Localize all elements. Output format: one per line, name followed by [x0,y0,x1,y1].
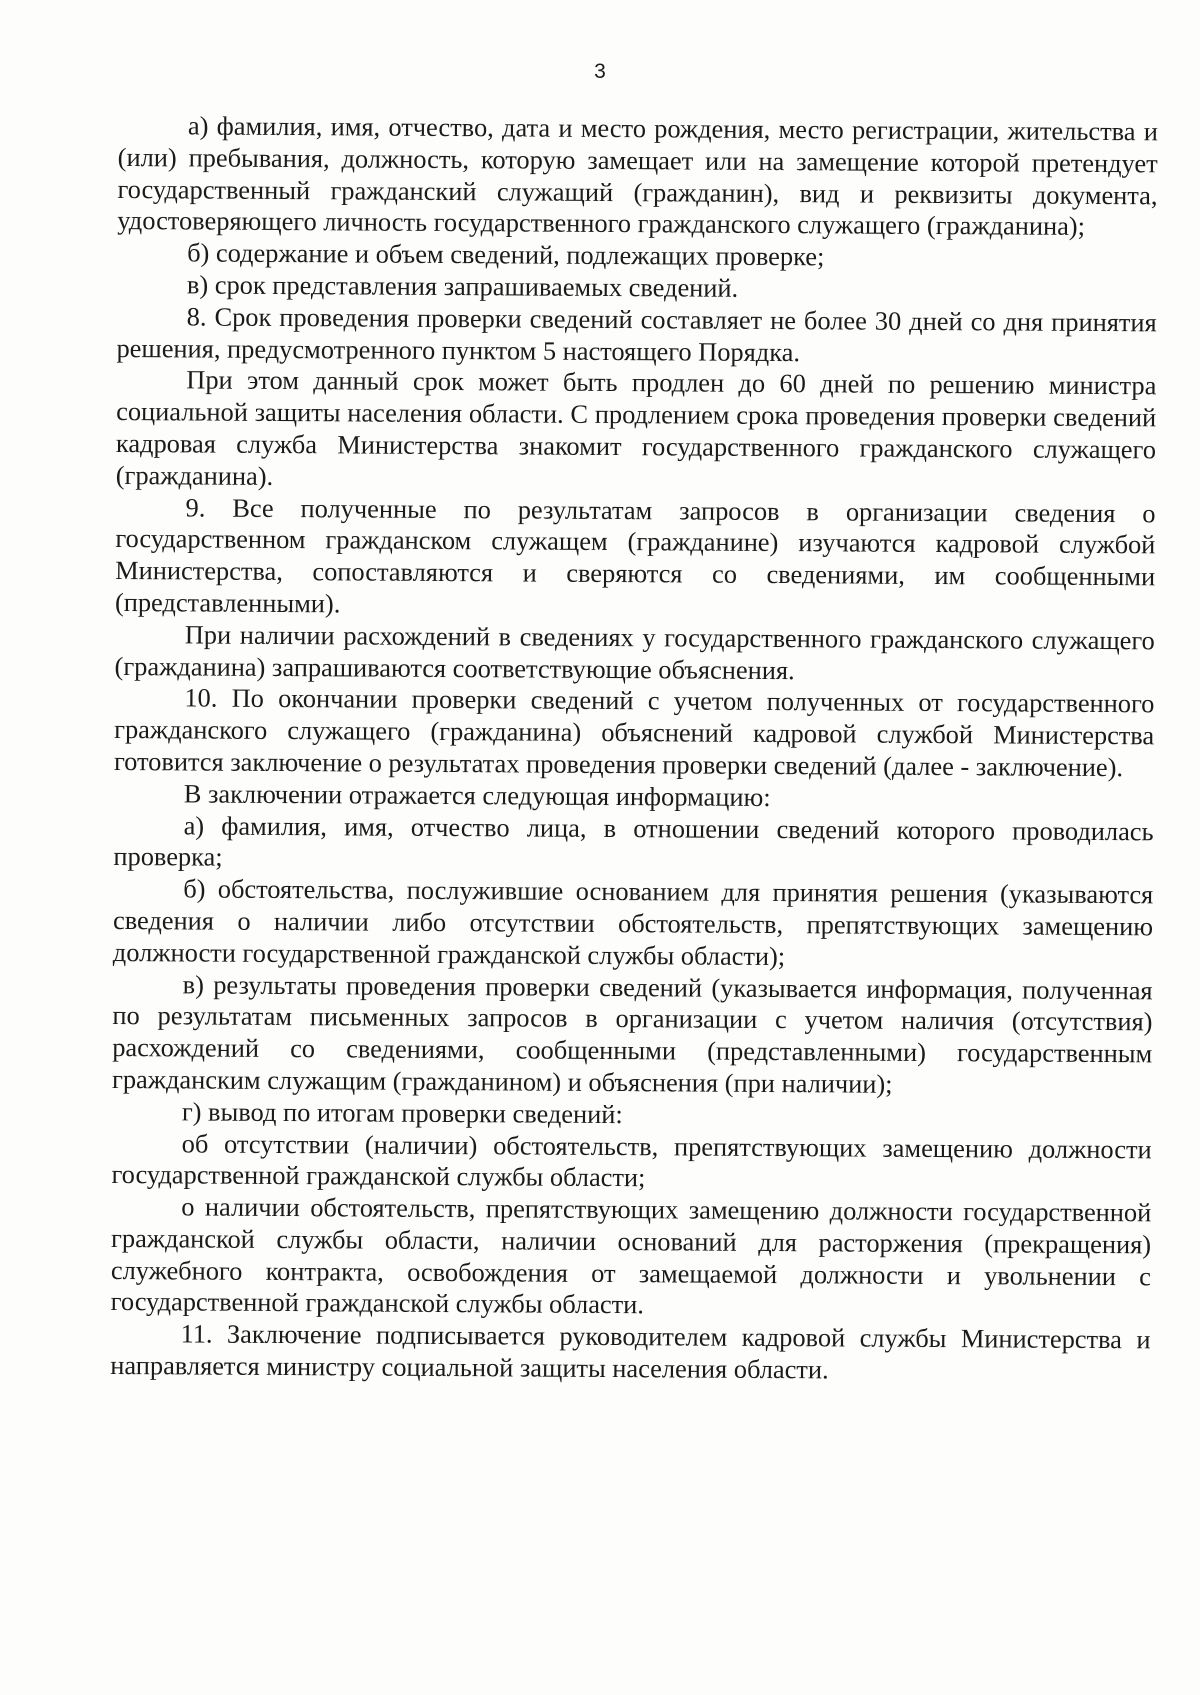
paragraph-8-extension: При этом данный срок может быть продлен до 60 дней по решению министра социальной защиты населения области. С продлением срока проведения проверки сведений кадровая служба Министерства знакомит государственного гражданского служащего (гражданина). [115,364,1157,491]
paragraph-10: 10. По окончании проверки сведений с учетом полученных от государственного гражданского служащего (гражданина) объяснений кадровой службой Министерства готовится заключение о результатах проведения проверки сведений (далее - заключение). [113,682,1155,783]
paragraph-10b: б) обстоятельства, послужившие основанием для принятия решения (указываются сведения о наличии либо отсутствии обстоятельств, препятствующих замещению должности государственной гражданской службы области); [112,873,1154,971]
paragraph-10a: а) фамилия, имя, отчество лица, в отношении сведений которого проводилась проверка; [113,809,1154,872]
page-number: 3 [594,60,606,83]
paragraph-11: 11. Заключение подписывается руководителем кадровой службы Министерства и направляется министру социальной защиты населения области. [110,1318,1151,1385]
document-body [110,110,1158,1388]
paragraph-10d: г) вывод по итогам проверки сведений: [181,1096,623,1129]
paragraph-10d-presence: о наличии обстоятельств, препятствующих замещению должности государственной гражданской службы области, наличии оснований для расторжения (прекращения) служебного контракта, освобождения от замещаемой должности и увольнении с государственной гражданской службы области. [110,1191,1152,1320]
paragraph-10-intro: В заключении отражается следующая информацию: [183,778,771,812]
paragraph-10c: в) результаты проведения проверки сведений (указывается информация, полученная по результатам письменных запросов в организации с учетом наличия (отсутствия) расхождений со сведениями, сообщенными (представленными) государственным гражданским служащим (гражданином) и объяснения (при наличии); [111,968,1153,1099]
paragraph-7a: а) фамилия, имя, отчество, дата и место рождения, место регистрации, жительства и (или) пребывания, должность, которую замещает или на замещение которой претендует государственный гражданский служащий (гражданин), вид и реквизиты документа, удостоверяющего личность государственного гражданского служащего (гражданина); [117,110,1158,242]
paragraph-7b: б) содержание и объем сведений, подлежащих проверке; [187,237,825,272]
paragraph-9: 9. Все полученные по результатам запросов в организации сведения о государственном гражданском служащем (гражданине) изучаются кадровой службой Министерства, сопоставляются и сверяются со сведениями, им сообщенными (представленными). [114,491,1156,619]
paragraph-9-discrepancies: При наличии расхождений в сведениях у государственного гражданского служащего (гражданина) запрашиваются соответствующие объяснения. [114,619,1155,685]
paragraph-8: 8. Срок проведения проверки сведений составляет не более 30 дней со дня принятия решения, предусмотренного пунктом 5 настоящего Порядка. [116,301,1157,367]
paragraph-7c: в) срок представления запрашиваемых сведений. [186,269,739,303]
paragraph-10d-absence: об отсутствии (наличии) обстоятельств, препятствующих замещению должности государственной гражданской службы области; [111,1127,1152,1193]
